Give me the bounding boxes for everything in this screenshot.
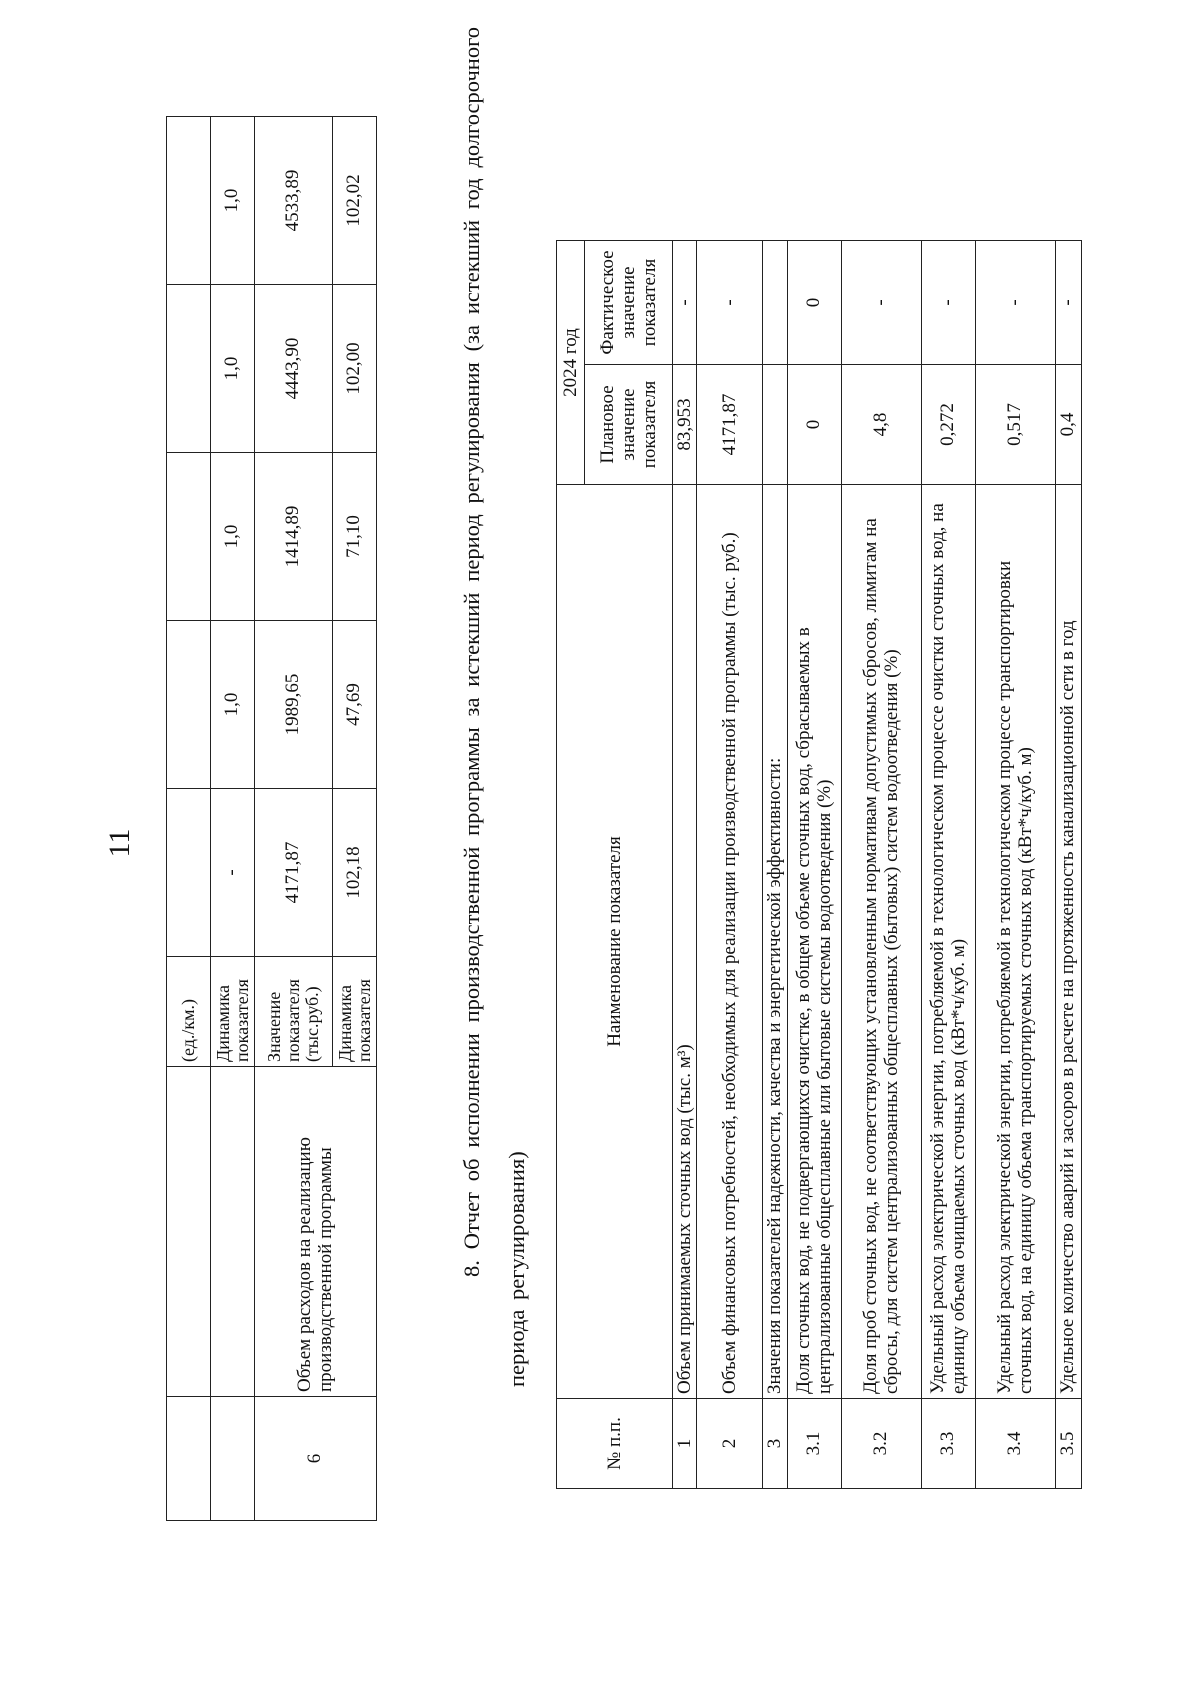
page-number: 11: [103, 828, 136, 858]
value-label: Значение показателя (тыс.руб.): [255, 957, 333, 1067]
table-row: 3 Значения показателей надежности, качества и энергетической эффективности:: [763, 241, 787, 1489]
unit-row: [167, 117, 211, 1521]
table-row: 1 Объем принимаемых сточных вод (тыс. м³) 83,953 -: [673, 241, 697, 1489]
program-report-table: [556, 240, 1082, 1489]
dynamics-row: Динамика показателя - 1,0 1,0 1,0 1,0: [211, 117, 255, 1521]
header-fact: Фактическое значение показателя: [585, 241, 673, 365]
header-num: № п.п.: [557, 1399, 673, 1489]
dynamics-label: Динамика показателя: [211, 957, 255, 1067]
row-number: 6: [255, 1397, 377, 1521]
row-6-dynamics: Динамика показателя 102,18 47,69 71,10 102,00 102,02: [333, 117, 377, 1521]
unit-label: (ед./км.): [167, 957, 211, 1067]
table-row: 3.5 Удельное количество аварий и засоров в расчете на протяженность канализационной сети в год 0,4 -: [1055, 241, 1081, 1489]
table-row: 3.3 Удельный расход электрической энергии, потребляемой в технологическом процессе очистки сточных вод, на единицу объема очищаемых сточных вод (кВт*ч/куб. м) 0,272 -: [921, 241, 975, 1489]
row-6-value: 6 Объем расходов на реализацию производственной программы Значение показателя (тыс.руб.) 4171,87 1989,65 1414,89 4443,90 4533,89: [255, 117, 333, 1521]
dynamics-label: Динамика показателя: [333, 957, 377, 1067]
row-name: Объем расходов на реализацию производственной программы: [255, 1067, 377, 1397]
header-year: 2024 год: [557, 241, 585, 485]
table-row: 3.4 Удельный расход электрической энергии, потребляемой в технологическом процессе транспортировки сточных вод, на единицу объема транспортируемых сточных вод (кВт*ч/куб. м) 0,517 -: [975, 241, 1055, 1489]
table-row: 3.1 Доля сточных вод, не подвергающихся очистке, в общем объеме сточных вод, сбрасываемых в централизованные общесплавные или бытовые системы водоотведения (%) 0 0: [787, 241, 841, 1489]
table-row: 2 Объем финансовых потребностей, необходимых для реализации производственной программы (тыс. руб.) 4171,87 -: [697, 241, 763, 1489]
header-name: Наименование показателя: [557, 485, 673, 1399]
expenses-table: [166, 116, 377, 1521]
section-heading: 8. Отчет об исполнении производственной программы за истекший период регулирования (за истекший год долгосрочного периода регулирования): [459, 27, 529, 1387]
header-row-1: [557, 241, 585, 1489]
header-plan: Плановое значение показателя: [585, 365, 673, 485]
table-row: 3.2 Доля проб сточных вод, не соответствующих установленным нормативам допустимых сбросов, лимитам на сбросы, для систем централизованных общесплавных (бытовых) систем водоотведения (%) 4,8 -: [841, 241, 921, 1489]
